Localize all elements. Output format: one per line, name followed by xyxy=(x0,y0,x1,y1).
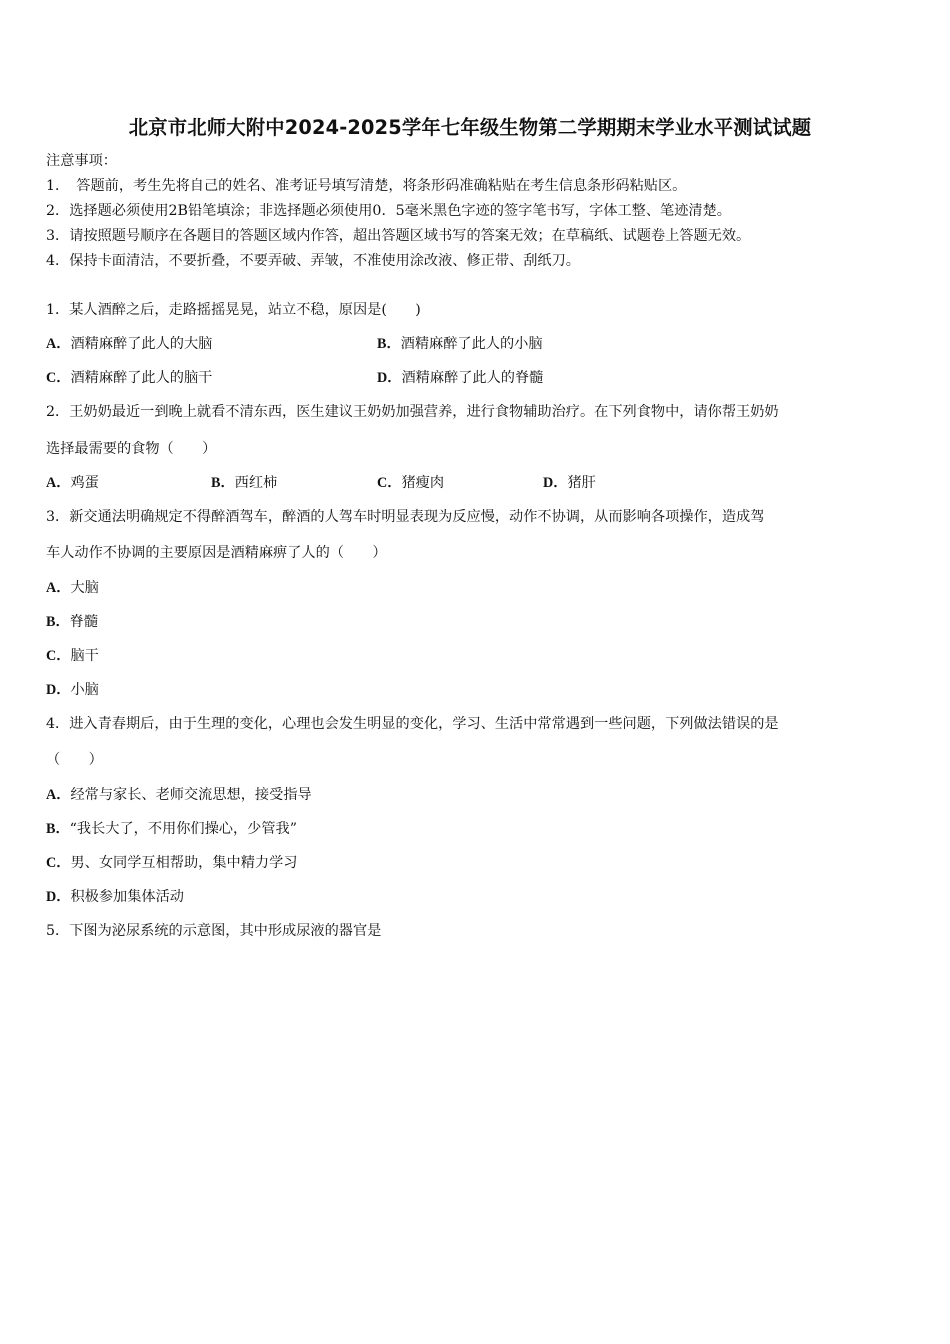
note-3: 3．请按照题号顺序在各题目的答题区域内作答，超出答题区域书写的答案无效；在草稿纸、试题卷上答题无效。 xyxy=(46,228,751,244)
option-label: A． xyxy=(46,475,71,491)
option-label: C． xyxy=(377,475,402,491)
question-2-option-c xyxy=(377,473,444,493)
option-label: B． xyxy=(46,821,70,837)
option-label: B． xyxy=(46,614,70,630)
option-label: B． xyxy=(377,336,401,352)
question-3-option-d xyxy=(46,680,99,700)
option-label: C． xyxy=(46,855,71,871)
question-2-option-d xyxy=(543,473,596,493)
option-text: 小脑 xyxy=(70,682,99,698)
option-label: D． xyxy=(46,889,71,905)
option-text: 鸡蛋 xyxy=(70,475,99,491)
question-1-option-d xyxy=(377,368,543,388)
question-1-option-b xyxy=(377,334,543,354)
question-4-option-b xyxy=(46,819,297,839)
option-label: C． xyxy=(46,648,71,664)
question-5-stem: 5．下图为泌尿系统的示意图，其中形成尿液的器官是 xyxy=(46,923,382,939)
question-3-option-c xyxy=(46,646,99,666)
question-4-option-d xyxy=(46,887,184,907)
question-1-stem: 1．某人酒醉之后，走路摇摇晃晃，站立不稳，原因是( ) xyxy=(46,302,421,318)
question-3-option-b xyxy=(46,612,98,632)
option-label: A． xyxy=(46,336,71,352)
option-text: 大脑 xyxy=(70,580,99,596)
note-4: 4．保持卡面清洁，不要折叠，不要弄破、弄皱，不准使用涂改液、修正带、刮纸刀。 xyxy=(46,253,580,269)
option-text: 脑干 xyxy=(70,648,99,664)
option-text: 酒精麻醉了此人的脑干 xyxy=(70,370,213,386)
question-4-option-c xyxy=(46,853,297,873)
option-text: 男、女同学互相帮助，集中精力学习 xyxy=(70,855,298,871)
note-1: 1． 答题前，考生先将自己的姓名、准考证号填写清楚，将条形码准确粘贴在考生信息条形码粘贴区。 xyxy=(46,178,687,194)
option-label: D． xyxy=(377,370,402,386)
option-label: A． xyxy=(46,787,71,803)
question-4-option-a xyxy=(46,785,312,805)
option-text: 猪瘦肉 xyxy=(401,475,445,491)
question-2-stem-line-2: 选择最需要的食物（ ） xyxy=(46,441,217,457)
question-3-stem-line-1: 3．新交通法明确规定不得醉酒驾车，醉酒的人驾车时明显表现为反应慢，动作不协调，从而影响各项操作，造成驾 xyxy=(46,509,765,525)
option-text: 酒精麻醉了此人的小脑 xyxy=(400,336,543,352)
question-2-stem-line-1: 2．王奶奶最近一到晚上就看不清东西，医生建议王奶奶加强营养，进行食物辅助治疗。在下列食物中，请你帮王奶奶 xyxy=(46,404,779,420)
option-label: A． xyxy=(46,580,71,596)
option-text: 酒精麻醉了此人的脊髓 xyxy=(401,370,544,386)
option-label: D． xyxy=(46,682,71,698)
option-text: 积极参加集体活动 xyxy=(70,889,184,905)
option-text: “我长大了，不用你们操心，少管我” xyxy=(69,821,297,837)
question-1-option-c xyxy=(46,368,212,388)
note-2: 2．选择题必须使用2B铅笔填涂；非选择题必须使用0．5毫米黑色字迹的签字笔书写，字体工整、笔迹清楚。 xyxy=(46,203,731,219)
option-text: 酒精麻醉了此人的大脑 xyxy=(70,336,213,352)
page-title: 北京市北师大附中2024-2025学年七年级生物第二学期期末学业水平测试试题 xyxy=(128,116,812,139)
question-2-option-b xyxy=(211,473,277,493)
option-label: D． xyxy=(543,475,568,491)
option-text: 猪肝 xyxy=(567,475,596,491)
option-text: 西红柿 xyxy=(234,475,278,491)
option-label: B． xyxy=(211,475,235,491)
option-label: C． xyxy=(46,370,71,386)
notes-heading: 注意事项： xyxy=(46,153,117,169)
question-2-option-a xyxy=(46,473,99,493)
question-4-stem-line-1: 4．进入青春期后，由于生理的变化，心理也会发生明显的变化，学习、生活中常常遇到一些问题，下列做法错误的是 xyxy=(46,716,779,732)
question-3-stem-line-2: 车人动作不协调的主要原因是酒精麻痹了人的（ ） xyxy=(46,545,387,561)
question-1-option-a xyxy=(46,334,212,354)
question-3-option-a xyxy=(46,578,99,598)
option-text: 脊髓 xyxy=(69,614,99,630)
question-4-stem-line-2: （ ） xyxy=(46,752,103,768)
option-text: 经常与家长、老师交流思想，接受指导 xyxy=(70,787,312,803)
